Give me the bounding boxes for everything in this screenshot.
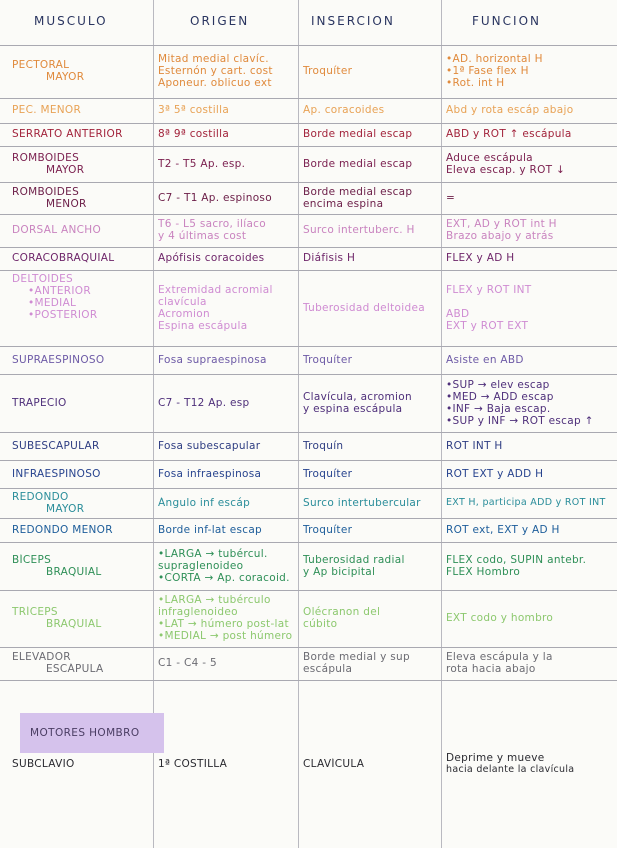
origin-text: 1ª COSTILLA — [158, 758, 228, 770]
function-text: •MED → ADD escap — [446, 391, 554, 403]
muscle-name: ROMBOIDES — [12, 186, 80, 198]
row-divider — [0, 182, 617, 183]
function-text: ROT ext, EXT y AD H — [446, 524, 560, 536]
function-text: Asiste en ABD — [446, 354, 524, 366]
insertion-text: Borde medial escap — [303, 128, 413, 140]
insertion-text: Ap. coracoides — [303, 104, 385, 116]
origin-text: C1 - C4 - 5 — [158, 657, 217, 669]
origin-text: •MEDIAL → post húmero — [158, 630, 293, 642]
row-divider — [0, 346, 617, 347]
muscle-name: PEC. MENOR — [12, 104, 82, 116]
insertion-text: Surco intertubercular — [303, 497, 421, 509]
function-text: ROT INT H — [446, 440, 503, 452]
origin-text: T6 - L5 sacro, ilíaco — [158, 218, 266, 230]
function-text: •SUP y INF → ROT escap ↑ — [446, 415, 594, 427]
muscle-name: •ANTERIOR — [28, 285, 91, 297]
insertion-text: Borde medial y sup — [303, 651, 410, 663]
header-rule — [0, 45, 617, 46]
origin-text: •LARGA → tubércul. — [158, 548, 268, 560]
muscle-name: SUPRAESPINOSO — [12, 354, 105, 366]
row-divider — [0, 98, 617, 99]
muscle-name: SERRATO ANTERIOR — [12, 128, 123, 140]
origin-text: Aponeur. oblicuo ext — [158, 77, 272, 89]
insertion-text: Troquín — [303, 440, 344, 452]
function-text: Aduce escápula — [446, 152, 533, 164]
function-text: rota hacia abajo — [446, 663, 536, 675]
row-divider — [0, 146, 617, 147]
muscle-name: REDONDO MENOR — [12, 524, 113, 536]
function-text: Eleva escápula y la — [446, 651, 553, 663]
muscle-name: INFRAESPINOSO — [12, 468, 101, 480]
muscle-name: SUBCLAVIO — [12, 758, 75, 770]
row-divider — [0, 647, 617, 648]
muscle-name: BRAQUIAL — [46, 566, 102, 578]
origin-text: clavícula — [158, 296, 207, 308]
function-text: = — [446, 192, 456, 204]
function-text: FLEX y ROT INT — [446, 284, 532, 296]
muscle-name: MAYOR — [46, 164, 85, 176]
row-divider — [0, 590, 617, 591]
origin-text: Fosa supraespinosa — [158, 354, 267, 366]
row-divider — [0, 518, 617, 519]
insertion-text: Olécranon del — [303, 606, 381, 618]
function-text: FLEX y AD H — [446, 252, 515, 264]
insertion-text: Troquíter — [303, 354, 353, 366]
function-text: EXT, AD y ROT int H — [446, 218, 557, 230]
row-divider — [0, 460, 617, 461]
muscle-name: PECTORAL — [12, 59, 70, 71]
row-divider — [0, 680, 617, 681]
muscle-name: •MEDIAL — [28, 297, 77, 309]
origin-text: 3ª 5ª costilla — [158, 104, 230, 116]
muscle-name: DORSAL ANCHO — [12, 224, 102, 236]
muscle-name: TRÍCEPS — [12, 606, 58, 618]
insertion-text: Tuberosidad deltoidea — [303, 302, 425, 314]
origin-text: Borde inf-lat escap — [158, 524, 263, 536]
insertion-text: escápula — [303, 663, 353, 675]
insertion-text: Troquíter — [303, 65, 353, 77]
origin-text: Fosa infraespinosa — [158, 468, 262, 480]
origin-text: C7 - T1 Ap. espinoso — [158, 192, 272, 204]
function-text: •1ª Fase flex H — [446, 65, 529, 77]
muscle-name: ROMBOIDES — [12, 152, 80, 164]
row-divider — [0, 374, 617, 375]
function-text: EXT codo y hombro — [446, 612, 554, 624]
insertion-text: Troquíter — [303, 468, 353, 480]
row-divider — [0, 270, 617, 271]
header-origen: ORIGEN — [190, 15, 250, 27]
insertion-text: Tuberosidad radial — [303, 554, 405, 566]
muscle-name: ELEVADOR — [12, 651, 71, 663]
muscle-name: SUBESCAPULAR — [12, 440, 100, 452]
insertion-text: y espina escápula — [303, 403, 403, 415]
origin-text: y 4 últimas cost — [158, 230, 247, 242]
muscle-name: DELTOIDES — [12, 273, 73, 285]
muscle-name: BÍCEPS — [12, 554, 52, 566]
insertion-text: Diáfisis H — [303, 252, 356, 264]
muscle-name: BRAQUIAL — [46, 618, 102, 630]
muscle-name: •POSTERIOR — [28, 309, 98, 321]
function-text: •SUP → elev escap — [446, 379, 550, 391]
origin-text: Mitad medial clavíc. — [158, 53, 269, 65]
origin-text: Acromion — [158, 308, 210, 320]
muscle-name: CORACOBRAQUIAL — [12, 252, 115, 264]
column-divider — [298, 0, 299, 848]
insertion-text: Clavícula, acromion — [303, 391, 412, 403]
row-divider — [0, 432, 617, 433]
row-divider — [0, 247, 617, 248]
insertion-text: cúbito — [303, 618, 338, 630]
insertion-text: Troquíter — [303, 524, 353, 536]
insertion-text: CLAVÍCULA — [303, 758, 365, 770]
origin-text: •LARGA → tubérculo — [158, 594, 271, 606]
insertion-text: Borde medial escap — [303, 186, 413, 198]
function-text: ROT EXT y ADD H — [446, 468, 544, 480]
muscle-name: MENOR — [46, 198, 87, 210]
muscle-name: MAYOR — [46, 503, 85, 515]
origin-text: •LAT → húmero post-lat — [158, 618, 289, 630]
row-divider — [0, 214, 617, 215]
header-funcion: FUNCIÓN — [472, 15, 542, 27]
origin-text: Esternón y cart. cost — [158, 65, 273, 77]
column-divider — [441, 0, 442, 848]
function-text: FLEX Hombro — [446, 566, 521, 578]
function-text: ABD — [446, 308, 470, 320]
origin-text: infraglenoideo — [158, 606, 238, 618]
muscle-name: MAYOR — [46, 71, 85, 83]
insertion-text: Borde medial escap — [303, 158, 413, 170]
function-text: hacia delante la clavícula — [446, 764, 575, 775]
header-musculo: MÚSCULO — [34, 15, 108, 27]
muscle-name: ESCÁPULA — [46, 663, 104, 675]
origin-text: Fosa subescapular — [158, 440, 261, 452]
insertion-text: y Ap bicipital — [303, 566, 376, 578]
function-text: •INF → Baja escap. — [446, 403, 551, 415]
insertion-text: Surco intertuberc. H — [303, 224, 415, 236]
muscle-name: REDONDO — [12, 491, 69, 503]
origin-text: Espina escápula — [158, 320, 248, 332]
function-text: •Rot. int H — [446, 77, 505, 89]
function-text: •AD. horizontal H — [446, 53, 543, 65]
function-text: Abd y rota escáp abajo — [446, 104, 574, 116]
origin-text: Apófisis coracoides — [158, 252, 265, 264]
sticky-note: MOTORES HOMBRO — [20, 713, 164, 753]
function-text: Eleva escap. y ROT ↓ — [446, 164, 566, 176]
origin-text: •CORTA → Ap. coracoid. — [158, 572, 290, 584]
insertion-text: encima espina — [303, 198, 384, 210]
origin-text: T2 - T5 Ap. esp. — [158, 158, 246, 170]
origin-text: supraglenoideo — [158, 560, 244, 572]
row-divider — [0, 542, 617, 543]
function-text: FLEX codo, SUPIN antebr. — [446, 554, 587, 566]
header-insercion: INSERCIÓN — [311, 15, 395, 27]
origin-text: 8ª 9ª costilla — [158, 128, 230, 140]
function-text: Brazo abajo y atrás — [446, 230, 554, 242]
function-text: EXT H, participa ADD y ROT INT — [446, 497, 606, 508]
origin-text: C7 - T12 Ap. esp — [158, 397, 250, 409]
muscle-name: TRAPECIO — [12, 397, 67, 409]
origin-text: Extremidad acromial — [158, 284, 273, 296]
row-divider — [0, 488, 617, 489]
row-divider — [0, 123, 617, 124]
function-text: EXT y ROT EXT — [446, 320, 529, 332]
function-text: ABD y ROT ↑ escápula — [446, 128, 572, 140]
function-text: Deprime y mueve — [446, 752, 545, 764]
origin-text: Ángulo inf escáp — [158, 497, 251, 509]
